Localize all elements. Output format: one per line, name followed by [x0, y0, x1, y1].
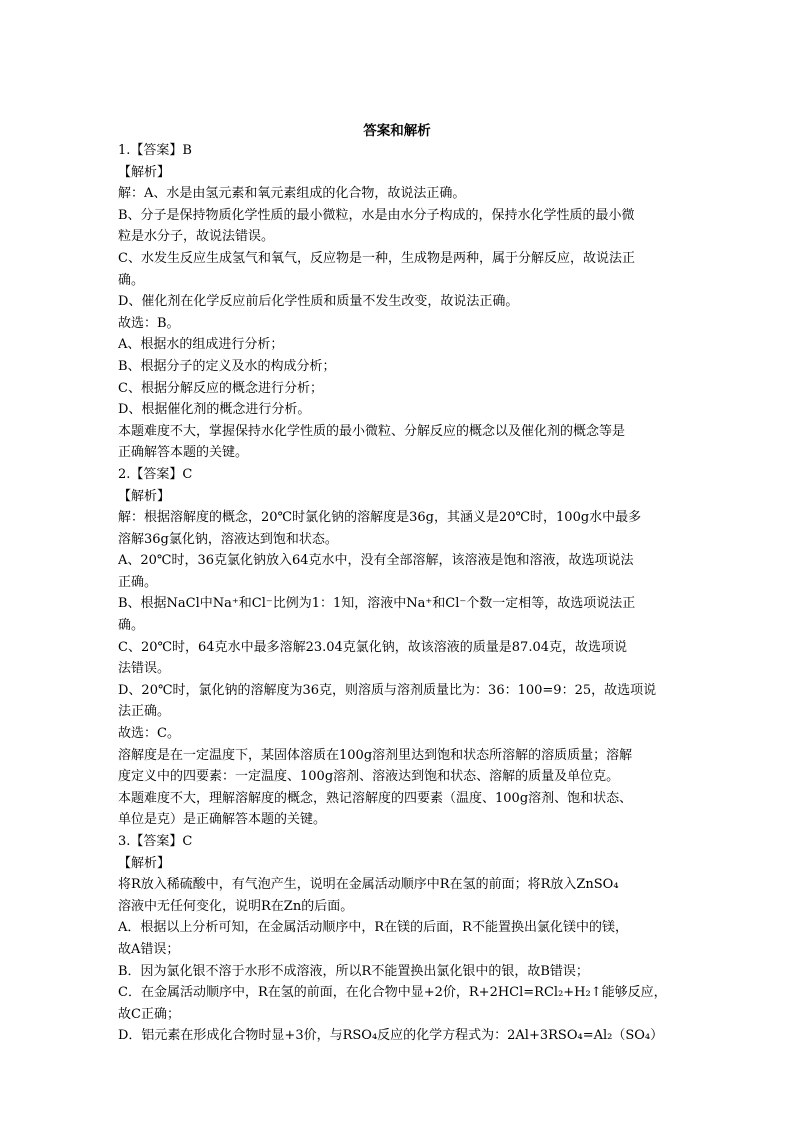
text-line: A、20℃时，36克氯化钠放入64克水中，没有全部溶解，该溶液是饱和溶液，故选项说法: [118, 553, 634, 569]
text-line: B．因为氯化银不溶于水形不成溶液，所以R不能置换出氯化银中的银，故B错误；: [118, 963, 589, 979]
text-line: D、根据催化剂的概念进行分析。: [118, 402, 311, 418]
text-line: 正确。: [118, 574, 158, 590]
text-line: A．根据以上分析可知，在金属活动顺序中，R在镁的后面，R不能置换出氯化镁中的镁，: [118, 920, 628, 936]
text-line: 本题难度不大，掌握保持水化学性质的最小微粒、分解反应的概念以及催化剂的概念等是: [118, 423, 626, 439]
text-line: C、20℃时，64克水中最多溶解23.04克氯化钠，故该溶液的质量是87.04克，故选项说: [118, 639, 628, 655]
text-line: 溶解36g氯化钠，溶液达到饱和状态。: [118, 531, 338, 547]
text-line: 单位是克）是正确解答本题的关键。: [118, 812, 327, 828]
text-line: C、根据分解反应的概念进行分析；: [118, 380, 323, 396]
text-line: B、根据NaCl中Na⁺和Cl⁻比例为1：1知，溶液中Na⁺和Cl⁻个数一定相等，故选项说法正: [118, 596, 636, 612]
text-line: 法错误。: [118, 661, 171, 677]
text-line: B、分子是保持物质化学性质的最小微粒，水是由水分子构成的，保持水化学性质的最小微: [118, 207, 635, 223]
text-line: 度定义中的四要素：一定温度、100g溶剂、溶液达到饱和状态、溶解的质量及单位克。: [118, 769, 620, 785]
text-line: 1.【答案】B: [118, 143, 192, 158]
text-line: 【解析】: [118, 855, 171, 871]
text-line: 将R放入稀硫酸中，有气泡产生，说明在金属活动顺序中R在氢的前面；将R放入ZnSO₄: [118, 877, 619, 893]
text-line: 故选：B。: [118, 315, 180, 331]
text-line: D．铝元素在形成化合物时显+3价，与RSO₄反应的化学方程式为：2Al+3RSO₄=Al₂（SO₄）: [118, 1028, 664, 1044]
text-line: 正确解答本题的关键。: [118, 445, 249, 461]
answer-body: [118, 140, 678, 1047]
text-line: 解：根据溶解度的概念，20℃时氯化钠的溶解度是36g，其涵义是20℃时，100g水中最多: [118, 510, 642, 526]
page-title: 答案和解析: [363, 123, 431, 139]
text-line: 粒是水分子，故说法错误。: [118, 229, 275, 245]
text-line: 故选：C。: [118, 726, 180, 742]
text-line: 故A错误；: [118, 941, 180, 957]
text-line: D、催化剂在化学反应前后化学性质和质量不发生改变，故说法正确。: [118, 294, 519, 310]
text-line: 溶液中无任何变化，说明R在Zn的后面。: [118, 898, 354, 914]
text-line: 确。: [118, 618, 145, 634]
text-line: D、20℃时，氯化钠的溶解度为36克，则溶质与溶剂质量比为：36：100=9：25，故选项说: [118, 682, 657, 698]
text-line: 3.【答案】C: [118, 834, 193, 849]
text-line: B、根据分子的定义及水的构成分析；: [118, 358, 336, 374]
text-line: 解：A、水是由氢元素和氧元素组成的化合物，故说法正确。: [118, 186, 466, 202]
text-line: 本题难度不大，理解溶解度的概念，熟记溶解度的四要素（温度、100g溶剂、饱和状态、: [118, 790, 633, 806]
text-line: C、水发生反应生成氢气和氧气，反应物是一种，生成物是两种，属于分解反应，故说法正: [118, 250, 635, 266]
text-line: C．在金属活动顺序中，R在氢的前面，在化合物中显+2价，R+2HCl=RCl₂+H₂↑能够反应，: [118, 985, 667, 1001]
text-line: 【解析】: [118, 488, 171, 504]
text-line: 溶解度是在一定温度下，某固体溶质在100g溶剂里达到饱和状态所溶解的溶质质量；溶解: [118, 747, 633, 763]
text-line: A、根据水的组成进行分析；: [118, 337, 284, 353]
text-line: 确。: [118, 272, 145, 288]
text-line: 法正确。: [118, 704, 171, 720]
text-line: 【解析】: [118, 164, 171, 180]
text-line: 2.【答案】C: [118, 466, 193, 482]
text-line: 故C正确；: [118, 1006, 180, 1022]
